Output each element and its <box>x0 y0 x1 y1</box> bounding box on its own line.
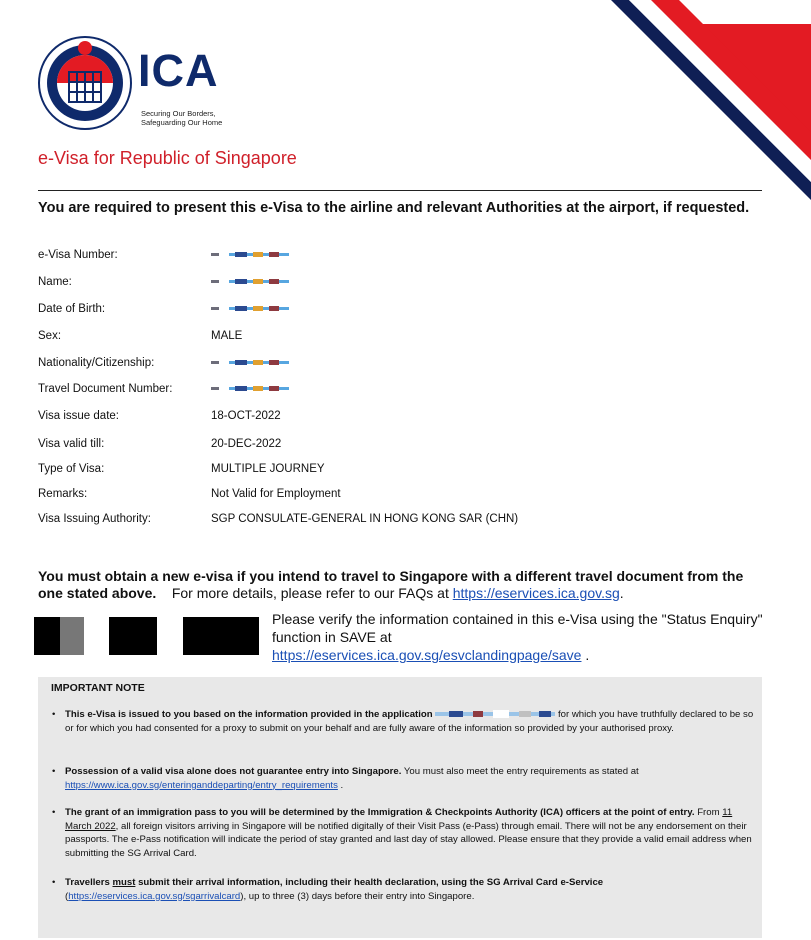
bullet-icon: • <box>52 709 56 720</box>
field-label: Date of Birth: <box>38 303 106 315</box>
redacted-value <box>211 279 289 285</box>
field-label: e-Visa Number: <box>38 249 118 261</box>
sg-arrival-card-link[interactable]: https://eservices.ica.gov.sg/sgarrivalcard <box>68 890 241 902</box>
field-value: MALE <box>211 330 243 342</box>
entry-requirements-link[interactable]: https://www.ica.gov.sg/enteringanddeparting/entry_requirements <box>65 779 338 791</box>
field-label: Visa valid till: <box>38 438 105 450</box>
ica-seal-logo <box>38 36 132 130</box>
note-bullet-arrival-card: • Travellers must submit their arrival information, including their health declaration, using the SG Arrival Card e-Service (https://eservices.ica.gov.sg/sgarrivalcard), up to three (3) days before their entry into Singapore. <box>52 877 604 902</box>
important-note-box <box>38 677 762 938</box>
faq-link[interactable]: https://eservices.ica.gov.sg <box>452 585 620 601</box>
redacted-application-number <box>435 709 555 719</box>
note-bullet-immigration-pass: • The grant of an immigration pass to you will be determined by the Immigration & Checkpoints Authority (ICA) officers at the point of entry. From 11 March 2022, all foreign visitors arriving in Singapore will be notified digitally of their Visit Pass (e-Pass) through email. There will not be any endorsement on their passports. The e-Pass notification will indicate the period of stay granted and last day of stay allowed. Please ensure that they provide a valid email address when submitting the SG Arrival Card. <box>52 807 752 859</box>
field-value: SGP CONSULATE-GENERAL IN HONG KONG SAR (CHN) <box>211 513 519 525</box>
redacted-value <box>211 252 289 258</box>
field-label: Visa issue date: <box>38 410 119 422</box>
field-label: Sex: <box>38 330 62 342</box>
field-label: Visa Issuing Authority: <box>38 513 151 525</box>
field-label: Type of Visa: <box>38 463 105 475</box>
important-note-title: IMPORTANT NOTE <box>51 682 145 694</box>
bullet-icon: • <box>52 766 56 777</box>
document-title: e-Visa for Republic of Singapore <box>38 148 297 168</box>
field-value: Not Valid for Employment <box>211 488 341 500</box>
requirement-notice: You are required to present this e-Visa to the airline and relevant Authorities at the airport, if requested. <box>38 200 750 216</box>
bullet-icon: • <box>52 877 56 888</box>
field-value: 20-DEC-2022 <box>211 438 282 450</box>
redacted-code-block <box>183 617 259 655</box>
redacted-code-block <box>109 617 157 655</box>
save-portal-link[interactable]: https://eservices.ica.gov.sg/esvclandingpage/save <box>272 647 582 663</box>
field-value: 18-OCT-2022 <box>211 410 281 422</box>
field-value: MULTIPLE JOURNEY <box>211 463 325 475</box>
new-visa-notice: You must obtain a new e-visa if you intend to travel to Singapore with a different travel document from the one stated above. For more details, please refer to our FAQs at https://eservices.ica.gov.sg. <box>38 568 744 601</box>
field-label: Travel Document Number: <box>38 383 173 395</box>
field-label: Nationality/Citizenship: <box>38 357 155 369</box>
redacted-code-block <box>34 617 84 655</box>
redacted-value <box>211 386 289 392</box>
verify-notice: Please verify the information contained in this e-Visa using the "Status Enquiry" function in SAVE at https://eservices.ica.gov.sg/esvclandingpage/save . <box>272 611 763 663</box>
ica-tagline: Securing Our Borders, Safeguarding Our Home <box>141 109 223 127</box>
corner-ribbon-graphic <box>611 0 811 200</box>
note-bullet-entry-guarantee: • Possession of a valid visa alone does not guarantee entry into Singapore. You must also meet the entry requirements as stated at https://www.ica.gov.sg/enteringanddeparting/entry_requirements . <box>52 766 639 791</box>
bullet-icon: • <box>52 807 56 818</box>
redacted-value <box>211 360 289 366</box>
field-label: Remarks: <box>38 488 88 500</box>
ica-header <box>38 36 298 136</box>
note-bullet-application: • This e-Visa is issued to you based on the information provided in the application for which you have truthfully declared to be so or for which you had consented for a proxy to submit on your behalf and are fully aware of the information so provided by your authorised proxy. <box>52 709 754 734</box>
field-label: Name: <box>38 276 72 288</box>
header-divider <box>38 190 762 191</box>
redacted-value <box>211 306 289 312</box>
ica-brand-text: ICA <box>138 45 219 96</box>
